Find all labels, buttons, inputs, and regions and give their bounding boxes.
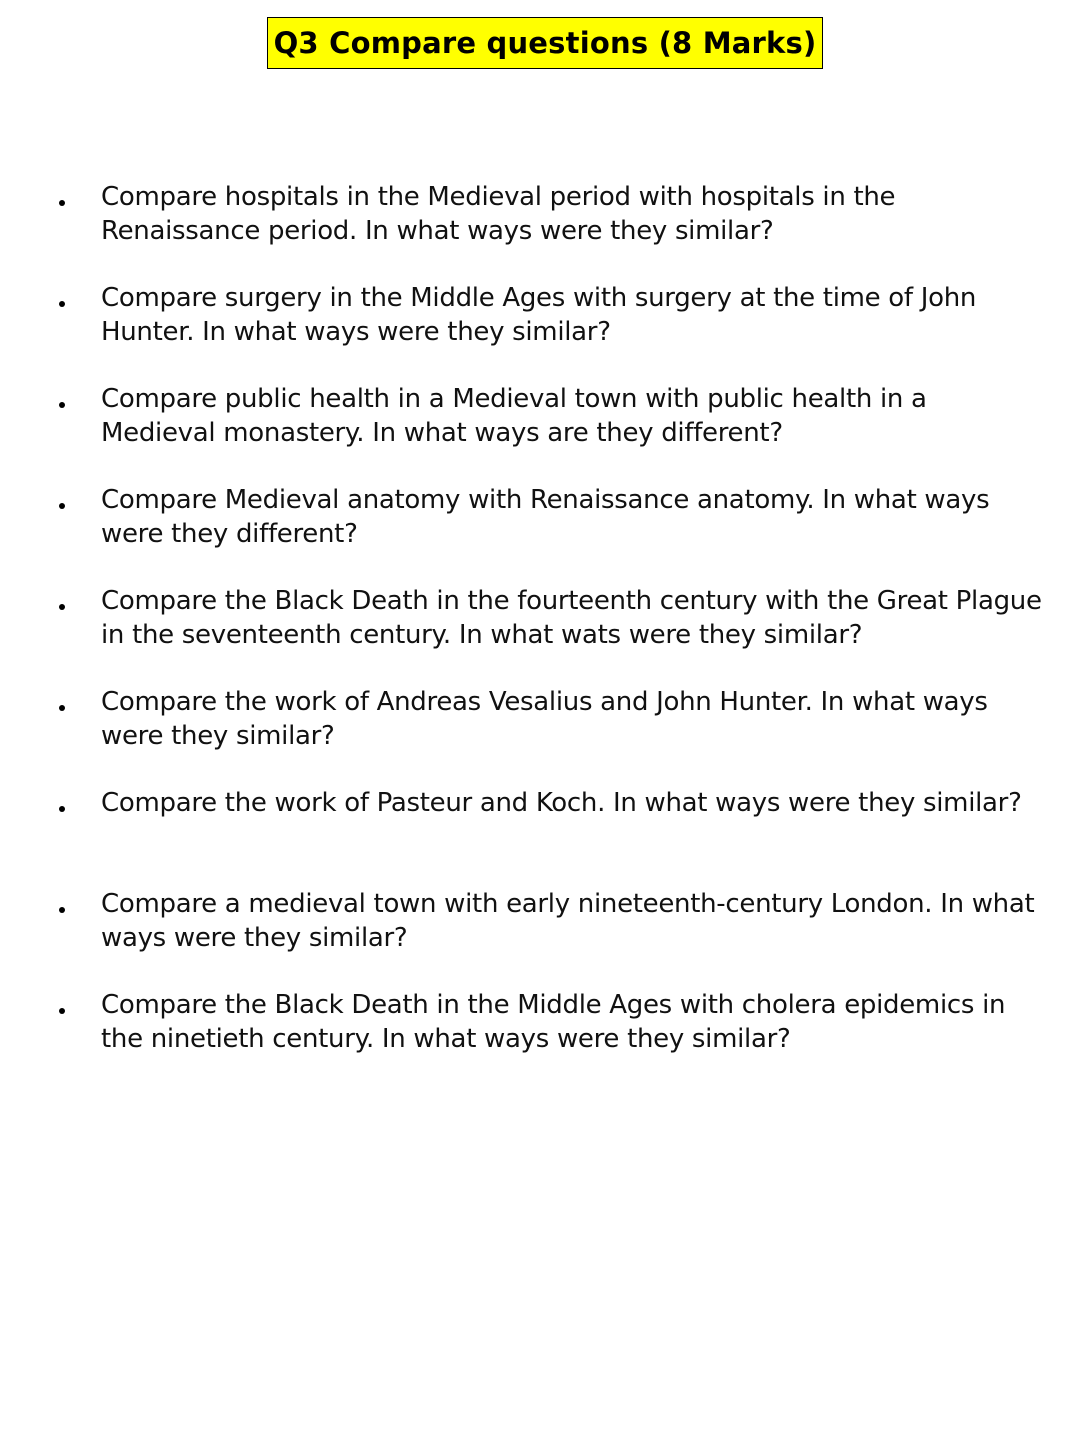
bullet-icon: [59, 604, 65, 610]
list-item: [0, 584, 1080, 685]
question-text: Compare hospitals in the Medieval period with hospitals in the Renaissance period. In what ways were they similar?: [101, 182, 896, 246]
list-item: [0, 887, 1080, 988]
title-box: [267, 17, 823, 69]
list-item: [0, 786, 1080, 887]
question-list: [0, 180, 1080, 1089]
question-text: Compare Medieval anatomy with Renaissance anatomy. In what ways were they different?: [101, 485, 990, 549]
bullet-icon: [59, 200, 65, 206]
list-item: [0, 988, 1080, 1089]
question-text: Compare public health in a Medieval town with public health in a Medieval monastery. In what ways are they different?: [101, 384, 927, 448]
list-item: [0, 382, 1080, 483]
list-item: [0, 483, 1080, 584]
question-text: Compare the Black Death in the Middle Ages with cholera epidemics in the ninetieth century. In what ways were they similar?: [101, 990, 1006, 1054]
page-title: Q3 Compare questions (8 Marks): [273, 26, 817, 60]
question-text: Compare surgery in the Middle Ages with surgery at the time of John Hunter. In what ways were they similar?: [101, 283, 977, 347]
question-text: Compare the Black Death in the fourteenth century with the Great Plague in the seventeenth century. In what wats were they similar?: [101, 586, 1042, 650]
question-text: Compare the work of Pasteur and Koch. In what ways were they similar?: [101, 788, 1022, 818]
bullet-icon: [59, 1008, 65, 1014]
bullet-icon: [59, 907, 65, 913]
list-item: [0, 180, 1080, 281]
bullet-icon: [59, 503, 65, 509]
bullet-icon: [59, 402, 65, 408]
bullet-icon: [59, 301, 65, 307]
list-item: [0, 685, 1080, 786]
list-item: [0, 281, 1080, 382]
question-text: Compare the work of Andreas Vesalius and John Hunter. In what ways were they similar?: [101, 687, 988, 751]
bullet-icon: [59, 705, 65, 711]
bullet-icon: [59, 806, 65, 812]
question-text: Compare a medieval town with early nineteenth-century London. In what ways were they similar?: [101, 889, 1035, 953]
